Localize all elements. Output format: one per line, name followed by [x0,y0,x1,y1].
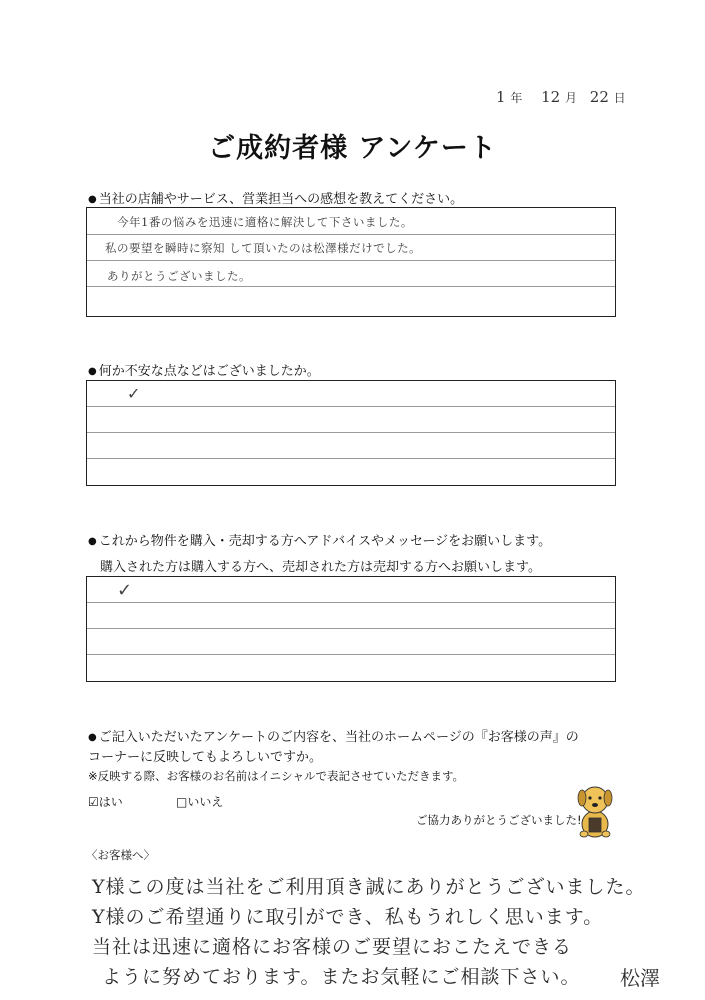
ruled-line [87,432,615,433]
ruled-line [87,602,615,603]
date-month-label: 月 [565,91,578,105]
question-2: ● 何か不安な点などはございましたか。 [88,360,320,379]
date-year-label: 年 [510,91,523,105]
dog-mascot-icon [570,780,620,840]
reply-line: 当社は迅速に適格にお客様のご要望におこたえできる [92,936,573,958]
question-3: ● これから物件を購入・売却する方へアドバイスやメッセージをお願いします。 [88,530,551,549]
question-1: ● 当社の店舗やサービス、営業担当への感想を教えてください。 [88,188,463,207]
answer-box-3[interactable] [86,576,616,682]
check-mark: ✓ [127,384,141,403]
option-yes[interactable]: ☑はい [88,795,123,809]
answer-line: 私の要望を瞬時に察知 して頂いたのは松澤様だけでした。 [105,241,422,255]
question-3-line2: 購入された方は購入する方へ、売却された方は売却する方へお願いします。 [100,560,541,575]
answer-box-2[interactable] [86,380,616,486]
staff-signature: 松澤 [620,966,660,990]
ruled-line [87,260,615,261]
initials-note: ※反映する際、お客様のお名前はイニシャルで表記させていただきます。 [88,769,465,783]
reply-line: Y様この度は当社をご利用頂き誠にありがとうございました。 [92,876,646,898]
date-day-label: 日 [613,91,626,105]
page-title: ご成約者様 アンケート [208,133,497,164]
reply-line: ように努めております。またお気軽にご相談下さい。 [102,966,581,988]
ruled-line [87,458,615,459]
date-line [496,88,626,106]
ruled-line [87,628,615,629]
question-4-line2: コーナーに反映してもよろしいですか。 [88,750,323,765]
reply-line: Y様のご希望通りに取引ができ、私もうれしく思います。 [92,906,604,928]
option-no[interactable]: □いいえ [176,795,224,809]
answer-line: 今年1番の悩みを迅速に適格に解決して下さいました。 [117,215,413,229]
ruled-line [87,406,615,407]
question-4: ● ご記入いただいたアンケートのご内容を、当社のホームページの『お客様の声』の [88,726,579,745]
ruled-line [87,234,615,235]
reply-heading: 〈お客様へ〉 [86,848,155,862]
date-day: 22 [589,88,609,106]
answer-box-1[interactable] [86,207,616,317]
answer-line: ありがとうございました。 [107,269,251,283]
thanks-message: ご協力ありがとうございました! [416,813,582,827]
ruled-line [87,654,615,655]
ruled-line [87,286,615,287]
check-mark: ✓ [117,580,133,601]
date-year: 1 [496,88,506,106]
date-month: 12 [541,88,561,106]
